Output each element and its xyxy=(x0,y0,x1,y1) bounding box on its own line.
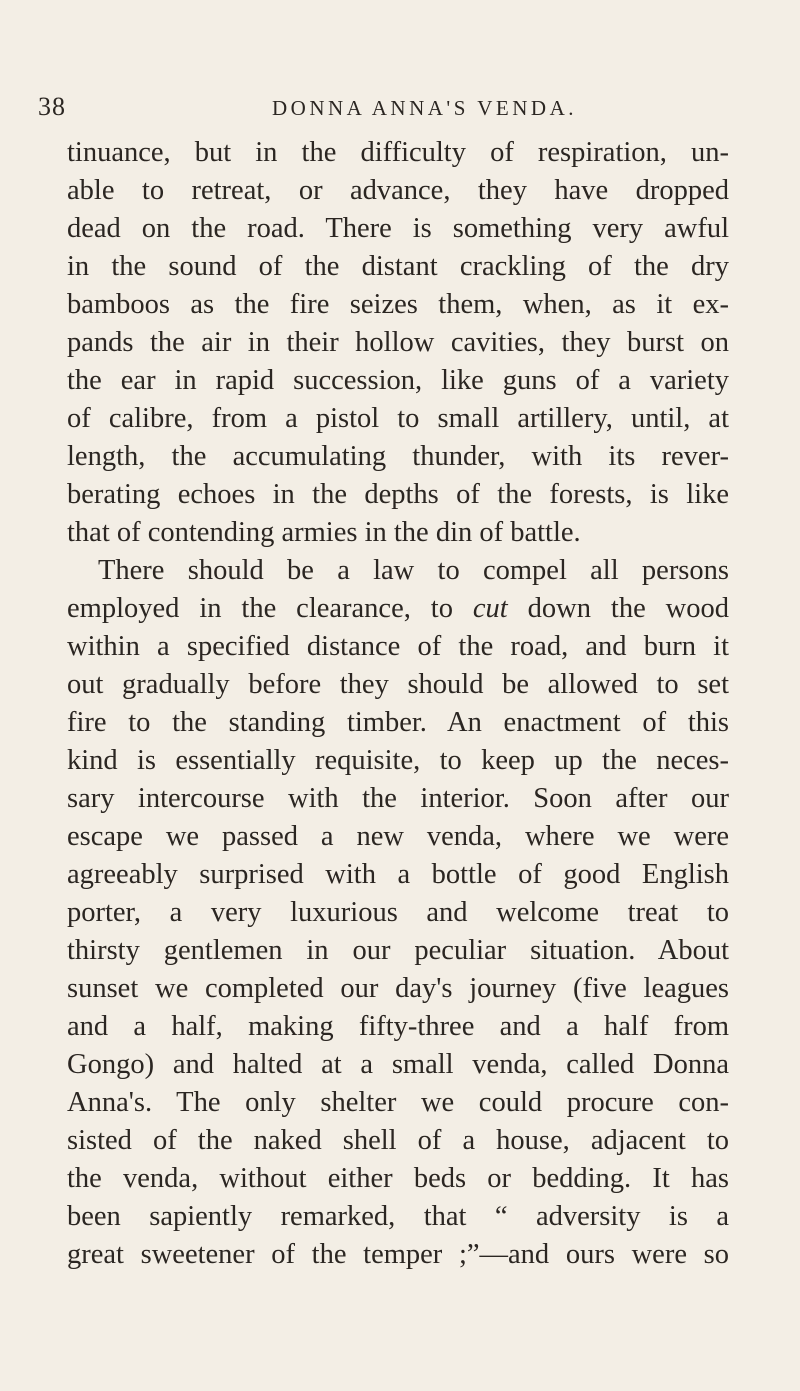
text-line: the venda, without either beds or bedding. It has xyxy=(67,1163,729,1194)
text-line: sary intercourse with the interior. Soon after our xyxy=(67,783,729,814)
text-line: great sweetener of the temper ;”—and ours were so xyxy=(67,1239,729,1270)
text-line: and a half, making fifty-three and a half from xyxy=(67,1011,729,1042)
emphasized-word: cut xyxy=(472,593,508,624)
text-line: length, the accumulating thunder, with its rever- xyxy=(67,441,729,472)
text-line: berating echoes in the depths of the forests, is like xyxy=(67,479,729,510)
text-line: fire to the standing timber. An enactment of this xyxy=(67,707,729,738)
text-line: out gradually before they should be allowed to set xyxy=(67,669,729,700)
text-line: in the sound of the distant crackling of the dry xyxy=(67,251,729,282)
text-line: that of contending armies in the din of battle. xyxy=(67,517,581,548)
page-number: 38 xyxy=(38,92,66,121)
text-line: dead on the road. There is something very awful xyxy=(67,213,729,244)
text-run: down the wood xyxy=(527,593,730,624)
text-line: able to retreat, or advance, they have dropped xyxy=(67,175,729,206)
text-line: within a specified distance of the road, and burn it xyxy=(67,631,729,662)
text-line: There should be a law to compel all persons xyxy=(98,555,729,586)
text-line: tinuance, but in the difficulty of respiration, un- xyxy=(67,137,729,168)
text-line: sunset we completed our day's journey (five leagues xyxy=(67,973,729,1004)
text-line: thirsty gentlemen in our peculiar situation. About xyxy=(67,935,729,966)
text-line: sisted of the naked shell of a house, adjacent to xyxy=(67,1125,729,1156)
text-line: agreeably surprised with a bottle of good English xyxy=(67,859,729,890)
text-line: Gongo) and halted at a small venda, called Donna xyxy=(67,1049,729,1080)
text-line: Anna's. The only shelter we could procure con- xyxy=(67,1087,729,1118)
text-line: porter, a very luxurious and welcome treat to xyxy=(67,897,729,928)
running-head: DONNA ANNA'S VENDA. xyxy=(272,96,577,120)
text-line: of calibre, from a pistol to small artillery, until, at xyxy=(67,403,729,434)
text-line: escape we passed a new venda, where we were xyxy=(67,821,729,852)
text-line: the ear in rapid succession, like guns of a variety xyxy=(67,365,729,396)
text-line: bamboos as the fire seizes them, when, as it ex- xyxy=(67,289,729,320)
page-header xyxy=(38,92,738,132)
text-line: been sapiently remarked, that “ adversity is a xyxy=(67,1201,729,1232)
text-run: employed in the clearance, to xyxy=(67,593,453,624)
text-line: pands the air in their hollow cavities, they burst on xyxy=(67,327,729,358)
text-line xyxy=(67,590,729,628)
text-line: kind is essentially requisite, to keep up the neces- xyxy=(67,745,729,776)
